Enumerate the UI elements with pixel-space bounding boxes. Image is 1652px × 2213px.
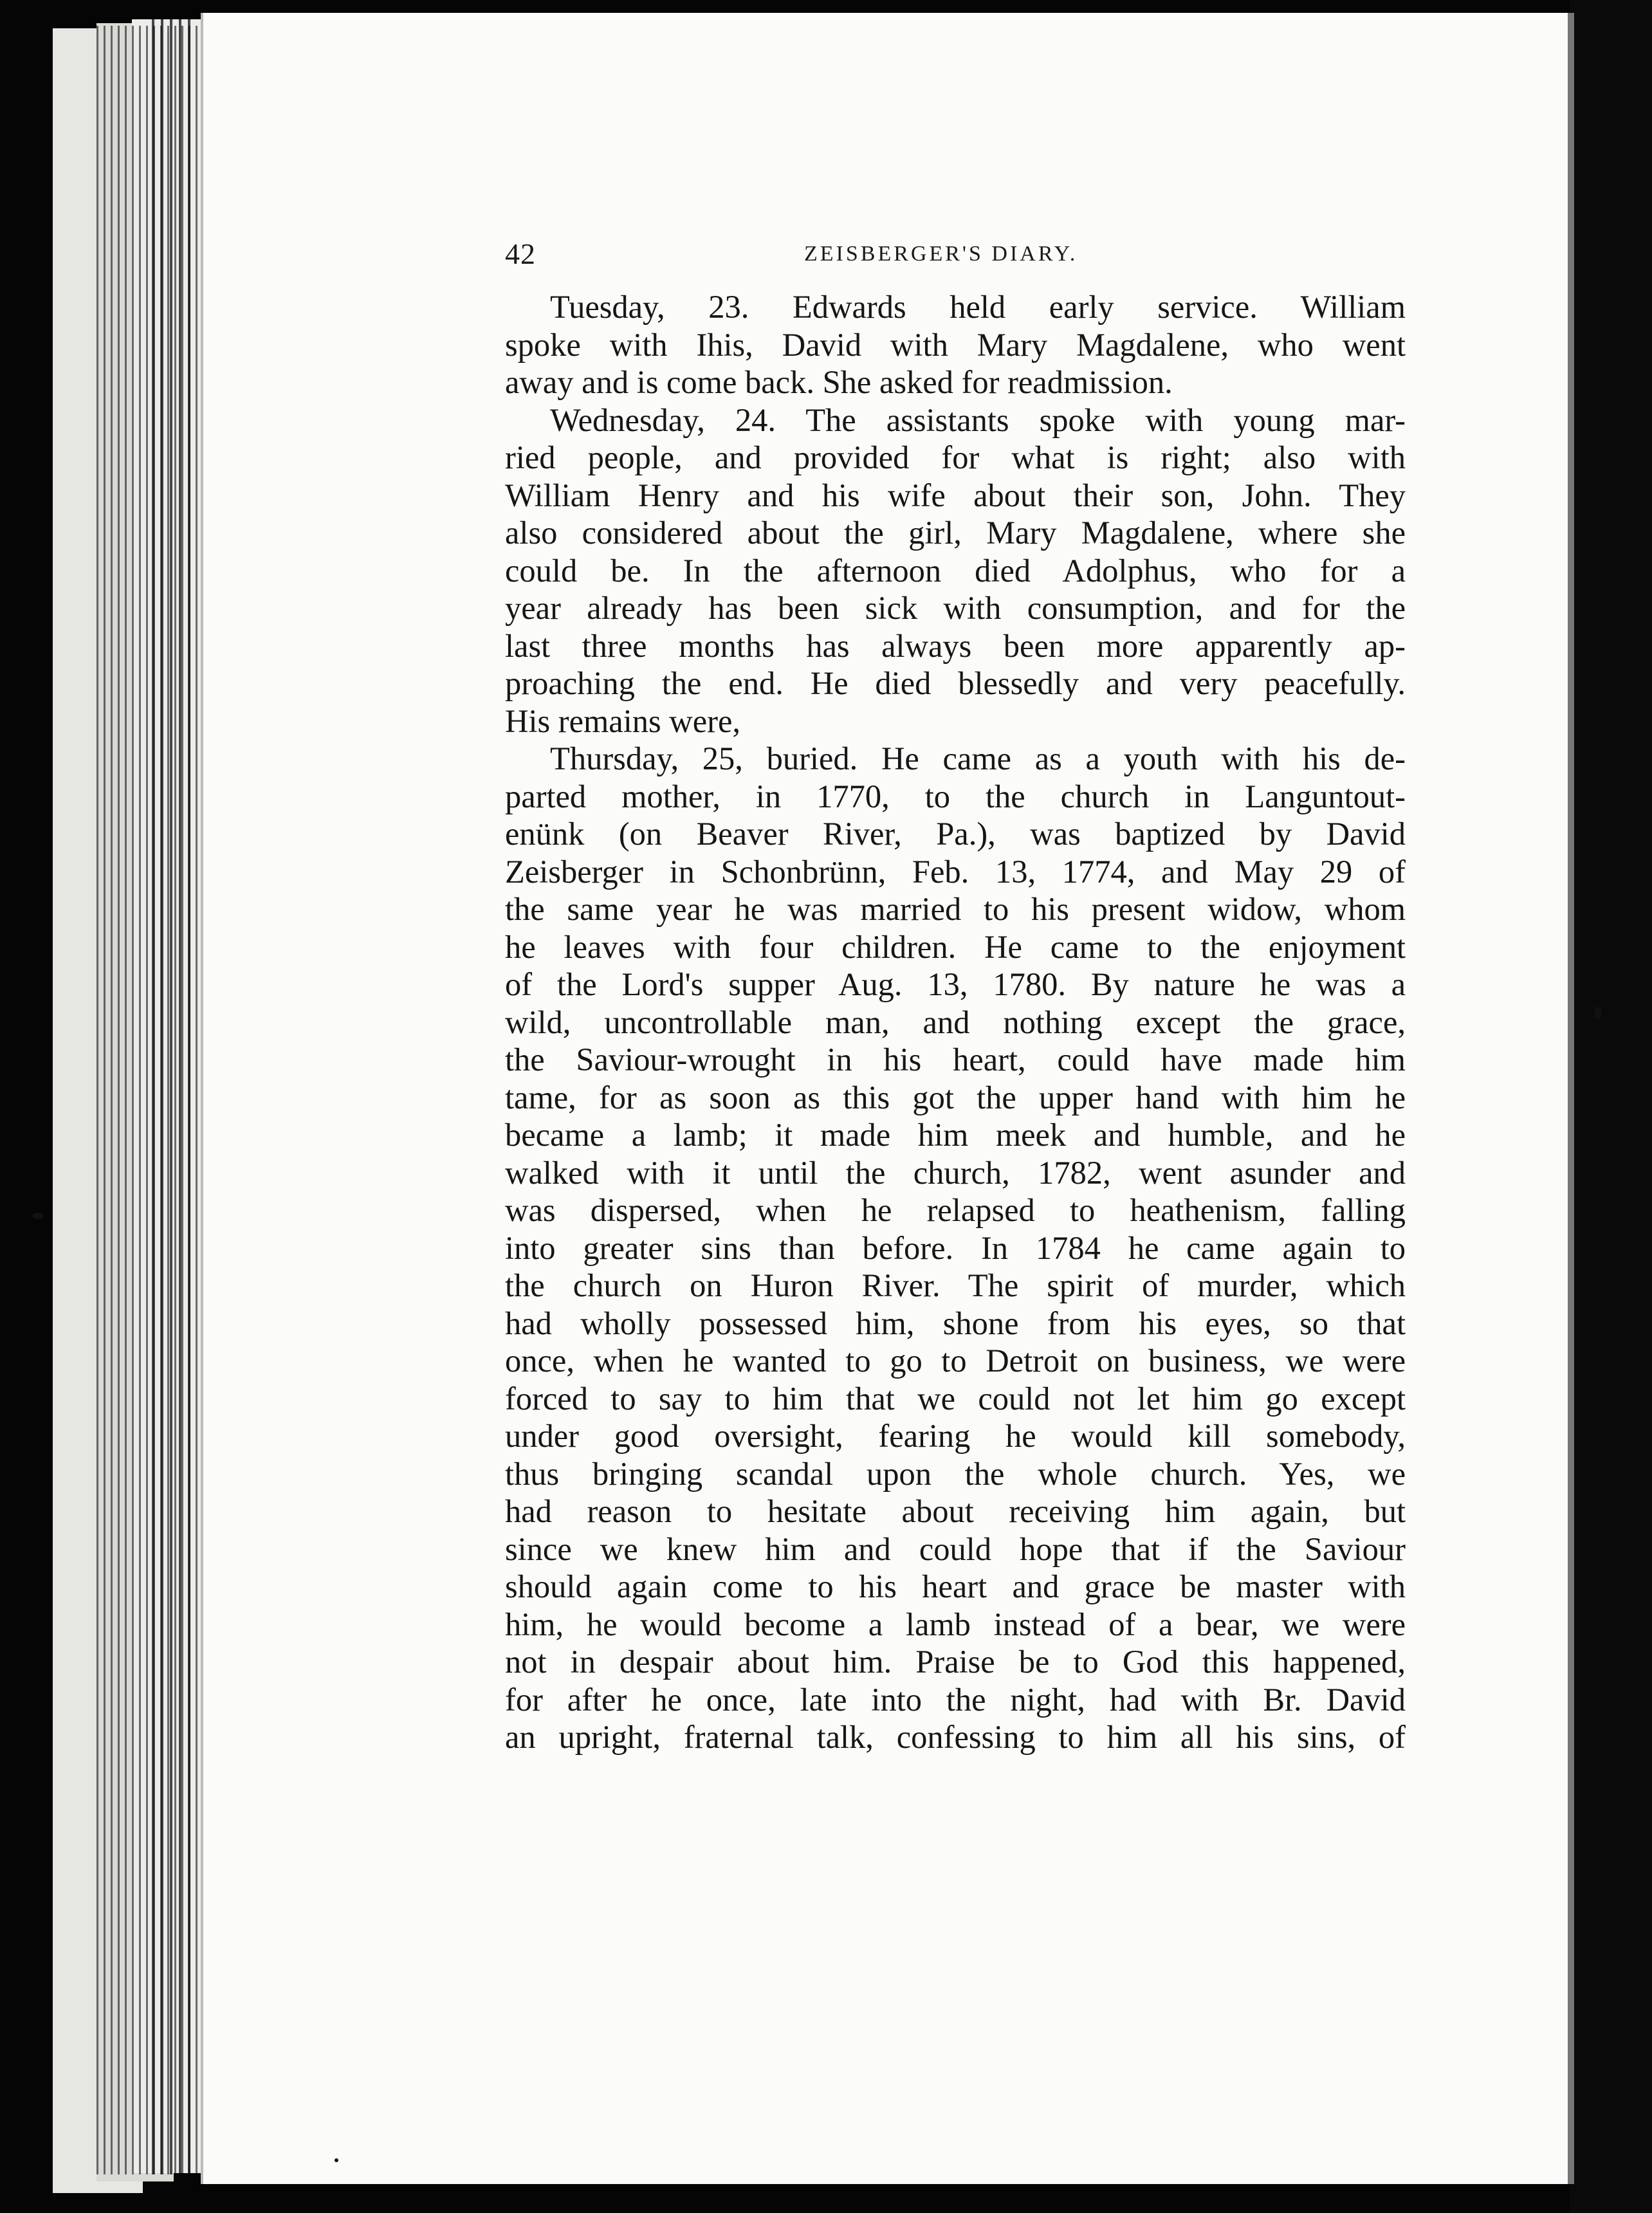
text-line: Thursday, 25, buried. He came as a youth with his de- [550,740,1406,776]
page-number: 42 [505,237,536,270]
text-line: became a lamb; it made him meek and humble, and he [505,1117,1406,1153]
text-line: William Henry and his wife about their son, John. They [505,477,1406,513]
text-line: had wholly possessed him, shone from his eyes, so that [505,1305,1406,1341]
text-line: under good oversight, fearing he would kill somebody, [505,1418,1406,1454]
text-line: Tuesday, 23. Edwards held early service. William [550,289,1406,325]
text-line: ried people, and provided for what is right; also with [505,439,1406,475]
text-line: since we knew him and could hope that if the Saviour [505,1530,1406,1567]
text-line: had reason to hesitate about receiving him again, but [505,1493,1406,1529]
scan-speck [32,1213,44,1219]
text-line: last three months has always been more apparently ap- [505,627,1406,664]
text-line: Zeisberger in Schonbrünn, Feb. 13, 1774, and May 29 of [505,853,1406,890]
right-scan-border [1570,0,1652,2213]
running-head: ZEISBERGER'S DIARY. [804,242,1078,266]
text-line: His remains were, [505,702,741,739]
page-edge-lines-dark [152,19,190,2174]
text-line: could be. In the afternoon died Adolphus, who for a [505,552,1406,589]
text-line: also considered about the girl, Mary Magdalene, where she [505,515,1406,551]
text-line: parted mother, in 1770, to the church in Languntout- [505,778,1406,814]
text-line: of the Lord's supper Aug. 13, 1780. By nature he was a [505,966,1406,1002]
scan-speck [1594,1007,1602,1020]
text-line: he leaves with four children. He came to the enjoyment [505,928,1406,965]
text-line: wild, uncontrollable man, and nothing except the grace, [505,1004,1406,1040]
page-right-edge [1568,13,1574,2184]
text-line: for after he once, late into the night, had with Br. David [505,1681,1406,1718]
text-line: was dispersed, when he relapsed to heathenism, falling [505,1192,1406,1228]
text-line: spoke with Ihis, David with Mary Magdalene, who went [505,326,1406,363]
body-text [505,288,1406,1756]
text-line: walked with it until the church, 1782, went asunder and [505,1154,1406,1191]
text-line: forced to say to him that we could not let him go except [505,1380,1406,1417]
text-line: proaching the end. He died blessedly and very peacefully. [505,665,1406,701]
scan-speck [335,2158,338,2162]
text-line: should again come to his heart and grace be master with [505,1568,1406,1604]
text-line: an upright, fraternal talk, confessing to him all his sins, of [505,1719,1406,1755]
text-line: away and is come back. She asked for readmission. [505,364,1173,400]
text-line: thus bringing scandal upon the whole church. Yes, we [505,1455,1406,1492]
text-line: once, when he wanted to go to Detroit on business, we were [505,1343,1406,1379]
text-line: into greater sins than before. In 1784 he came again to [505,1229,1406,1266]
page-header [505,237,1418,275]
text-line: enünk (on Beaver River, Pa.), was baptized by David [505,816,1406,852]
text-line: Wednesday, 24. The assistants spoke with young mar- [550,401,1406,438]
text-line: tame, for as soon as this got the upper hand with him he [505,1079,1406,1116]
text-line: him, he would become a lamb instead of a bear, we were [505,1606,1406,1642]
text-line: the church on Huron River. The spirit of murder, which [505,1267,1406,1303]
text-line: year already has been sick with consumption, and for the [505,590,1406,626]
text-line: the same year he was married to his present widow, whom [505,891,1406,927]
text-line: the Saviour-wrought in his heart, could have made him [505,1042,1406,1078]
text-line: not in despair about him. Praise be to God this happened, [505,1644,1406,1680]
